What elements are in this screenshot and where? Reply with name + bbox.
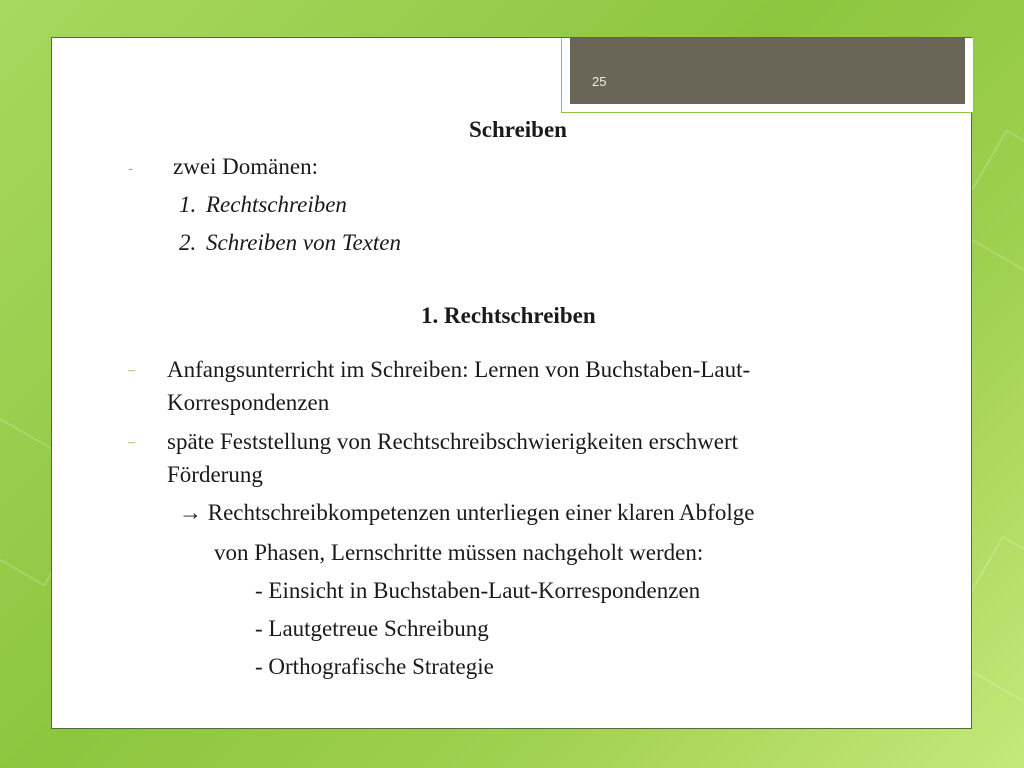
domains-intro: zwei Domänen: (173, 154, 318, 179)
conclusion-line: von Phasen, Lernschritte müssen nachgeholt werden: (214, 540, 704, 565)
bullet-dash: – (128, 363, 135, 378)
bullet-line: Förderung (167, 462, 263, 487)
bullet-dash: – (128, 435, 135, 450)
domain-label: Rechtschreiben (206, 192, 347, 217)
bullet-line: Korrespondenzen (167, 390, 330, 415)
domain-number: 1. (179, 192, 197, 217)
bullet-line: späte Feststellung von Rechtschreibschwierigkeiten erschwert (167, 429, 739, 454)
conclusion-line (179, 501, 754, 524)
slide-heading: Schreiben (469, 117, 567, 142)
step-item: - Orthografische Strategie (255, 654, 494, 679)
domain-label: Schreiben von Texten (206, 230, 402, 255)
step-item: - Lautgetreue Schreibung (255, 616, 489, 641)
conclusion-text: Rechtschreibkompetenzen unterliegen einer klaren Abfolge (207, 500, 755, 525)
domain-item (179, 193, 347, 216)
step-item: - Einsicht in Buchstaben-Laut-Korrespondenzen (255, 578, 701, 603)
slide-number-panel (570, 38, 965, 104)
section-heading: 1. Rechtschreiben (421, 303, 596, 328)
domain-item (179, 231, 401, 254)
slide-number-tab (561, 38, 974, 113)
slide-number: 25 (592, 74, 607, 89)
bullet-dash: - (128, 161, 133, 177)
arrow-icon: → (179, 500, 202, 525)
domain-number: 2. (179, 230, 197, 255)
slide-content (51, 37, 972, 729)
bullet-line: Anfangsunterricht im Schreiben: Lernen von Buchstaben-Laut- (167, 357, 751, 382)
